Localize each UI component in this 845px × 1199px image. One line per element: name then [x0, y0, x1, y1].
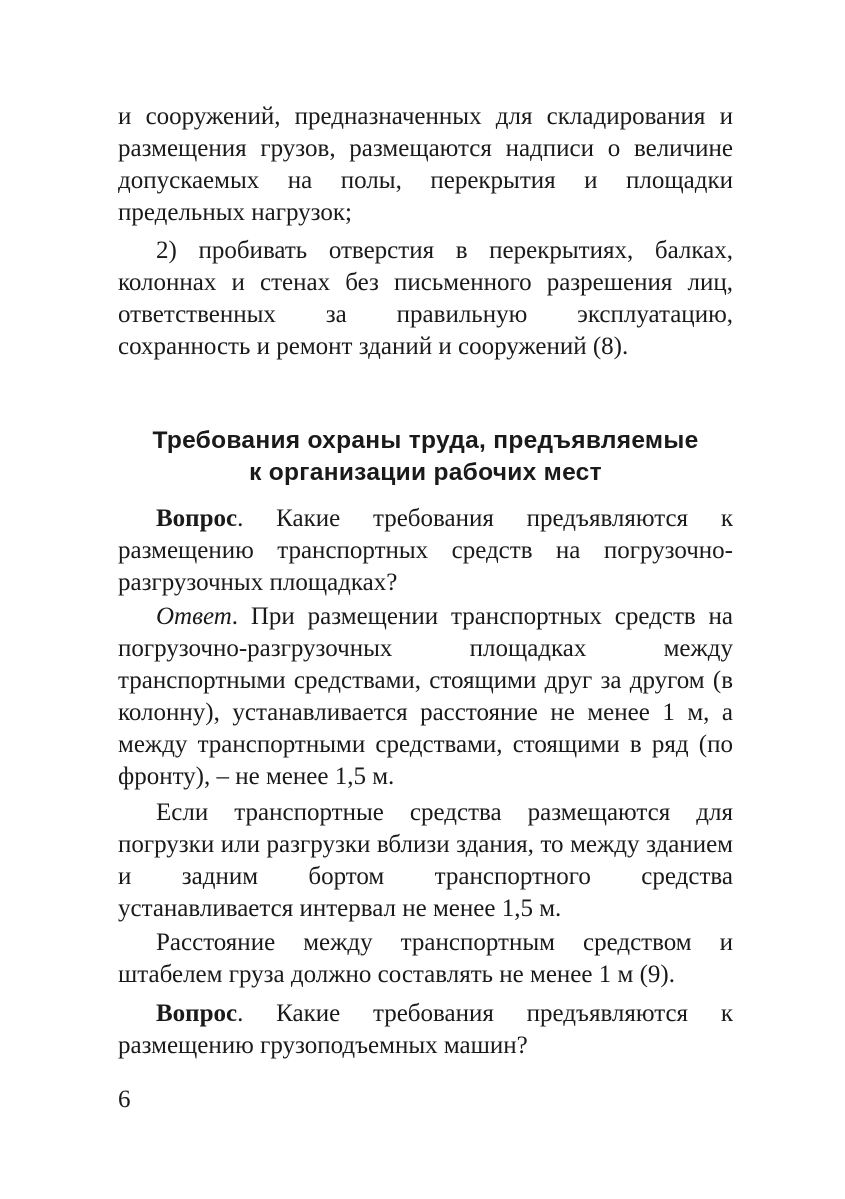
question-text: . Какие требования предъявляются к размещению транспортных средств на погрузочно-разгрузочных площадках?: [118, 505, 733, 596]
answer-text: . При размещении транспортных средств на погрузочно-разгрузочных площадках между транспортными средствами, стоящими друг за другом (в колонну), устанавливается расстояние не менее 1 м, а между транспортными средствами, стоящими в ряд (по фронту), – не менее 1,5 м.: [118, 603, 733, 790]
section-heading: [118, 425, 733, 489]
paragraph-continuation: и сооружений, предназначенных для складирования и размещения грузов, размещаются надписи о величине допускаемых на полы, перекрытия и площадки предельных нагрузок;: [118, 103, 733, 226]
question-2: [118, 998, 733, 1062]
answer-1-paragraph-3: Расстояние между транспортным средством и штабелем груза должно составлять не менее 1 м (9).: [118, 929, 733, 988]
answer-1-paragraph-2: Если транспортные средства размещаются для погрузки или разгрузки вблизи здания, то между зданием и задним бортом транспортного средства устанавливается интервал не менее 1,5 м.: [118, 799, 733, 922]
question-1: [118, 503, 733, 599]
section-heading-line-1: Требования охраны труда, предъявляемые: [152, 427, 699, 454]
question-label: Вопрос: [156, 1000, 238, 1027]
section-heading-line-2: к организации рабочих мест: [249, 459, 602, 486]
question-text: . Какие требования предъявляются к размещению грузоподъемных машин?: [118, 1000, 733, 1059]
answer-1: [118, 601, 733, 793]
page-number: 6: [118, 1086, 131, 1113]
question-label: Вопрос: [156, 505, 238, 532]
paragraph-item-2: 2) пробивать отверстия в перекрытиях, балках, колоннах и стенах без письменного разрешения лиц, ответственных за правильную эксплуатацию, сохранность и ремонт зданий и сооружений (8).: [118, 237, 733, 360]
answer-label: Ответ: [156, 603, 232, 630]
